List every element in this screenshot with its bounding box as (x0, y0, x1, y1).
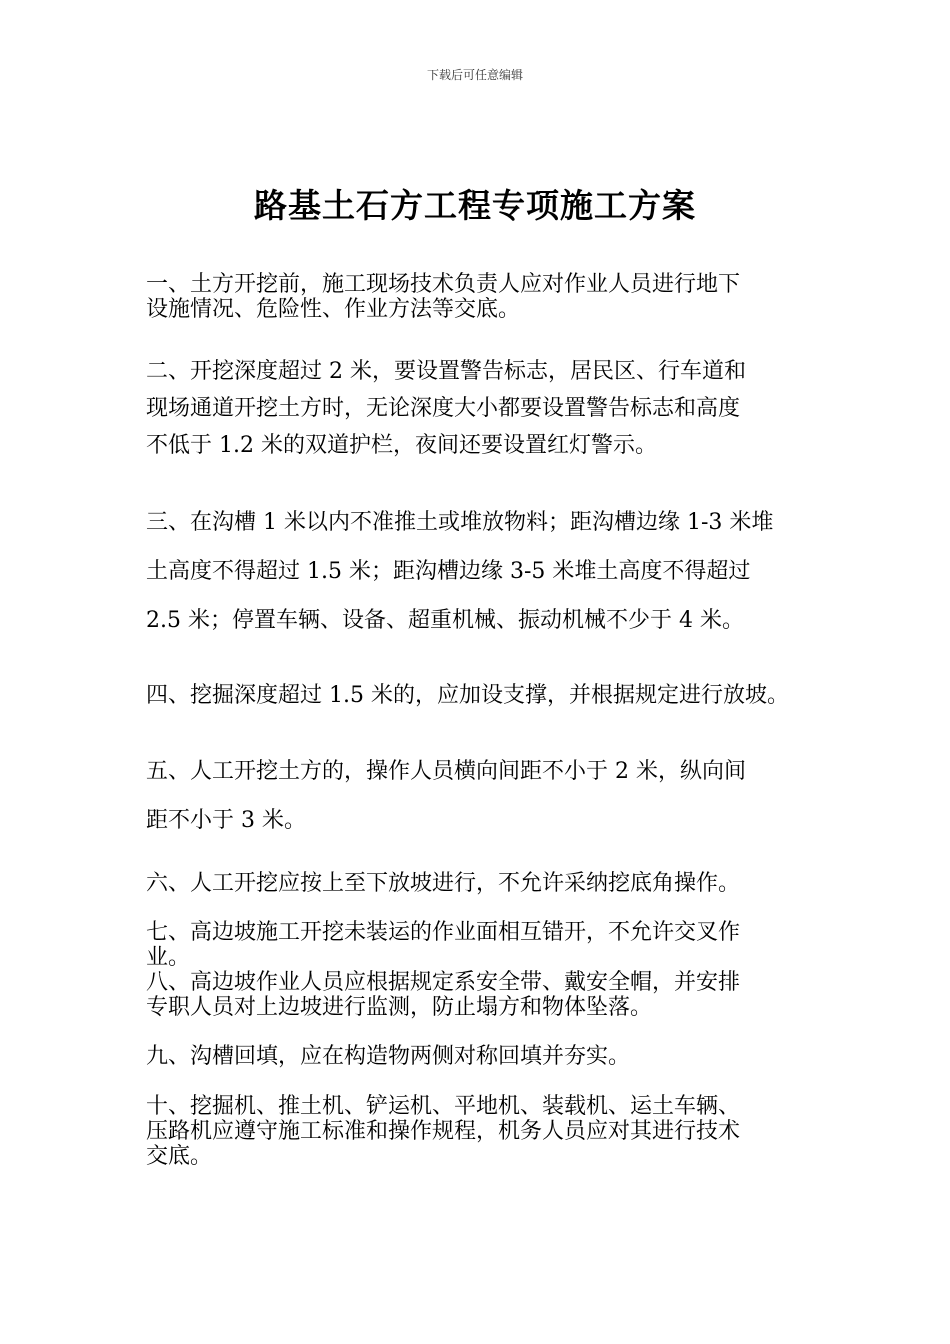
section-2-line-2: 现场通道开挖土方时，无论深度大小都要设置警告标志和高度 (146, 396, 741, 421)
section-6 (146, 871, 826, 896)
section-3-line-1: 三、在沟槽 1 米以内不准推土或堆放物料；距沟槽边缘 1-3 米堆 (146, 510, 774, 535)
section-6-line-1: 六、人工开挖应按上至下放坡进行，不允许采纳挖底角操作。 (146, 871, 741, 896)
section-10-line-3: 交底。 (146, 1144, 213, 1169)
section-10 (146, 1094, 826, 1169)
page-title: 路基土石方工程专项施工方案 (254, 186, 696, 225)
header-note: 下载后可任意编辑 (426, 68, 523, 82)
section-10-line-1: 十、挖掘机、推土机、铲运机、平地机、装载机、运土车辆、 (146, 1094, 741, 1119)
section-3-line-2: 土高度不得超过 1.5 米；距沟槽边缘 3-5 米堆土高度不得超过 (146, 559, 751, 584)
section-2-line-1: 二、开挖深度超过 2 米，要设置警告标志，居民区、行车道和 (146, 359, 746, 384)
section-1-line-1: 一、土方开挖前，施工现场技术负责人应对作业人员进行地下 (146, 272, 741, 297)
section-4 (146, 671, 826, 720)
section-4-line-1: 四、挖掘深度超过 1.5 米的，应加设支撑，并根据规定进行放坡。 (146, 683, 789, 708)
section-7-line-1: 七、高边坡施工开挖未装运的作业面相互错开，不允许交叉作 (146, 920, 741, 945)
section-7-line-2: 业。 (146, 945, 191, 970)
section-5 (146, 747, 826, 845)
section-2-line-3: 不低于 1.2 米的双道护栏，夜间还要设置红灯警示。 (146, 433, 657, 458)
section-1-line-2: 设施情况、危险性、作业方法等交底。 (146, 297, 521, 322)
section-10-line-2: 压路机应遵守施工标准和操作规程，机务人员应对其进行技术 (146, 1119, 741, 1144)
section-9-line-1: 九、沟槽回填，应在构造物两侧对称回填并夯实。 (146, 1044, 631, 1069)
section-8-line-1: 八、高边坡作业人员应根据规定系安全带、戴安全帽，并安排 (146, 970, 741, 995)
section-2 (146, 353, 826, 464)
section-5-line-2: 距不小于 3 米。 (146, 808, 306, 833)
section-8 (146, 970, 826, 1020)
section-7 (146, 920, 826, 970)
section-9 (146, 1044, 826, 1069)
section-8-line-2: 专职人员对上边坡进行监测，防止塌方和物体坠落。 (146, 995, 653, 1020)
section-3-line-3: 2.5 米；停置车辆、设备、超重机械、振动机械不少于 4 米。 (146, 608, 744, 633)
section-1 (146, 272, 826, 322)
section-3 (146, 498, 826, 645)
section-5-line-1: 五、人工开挖土方的，操作人员横向间距不小于 2 米，纵向间 (146, 759, 746, 784)
